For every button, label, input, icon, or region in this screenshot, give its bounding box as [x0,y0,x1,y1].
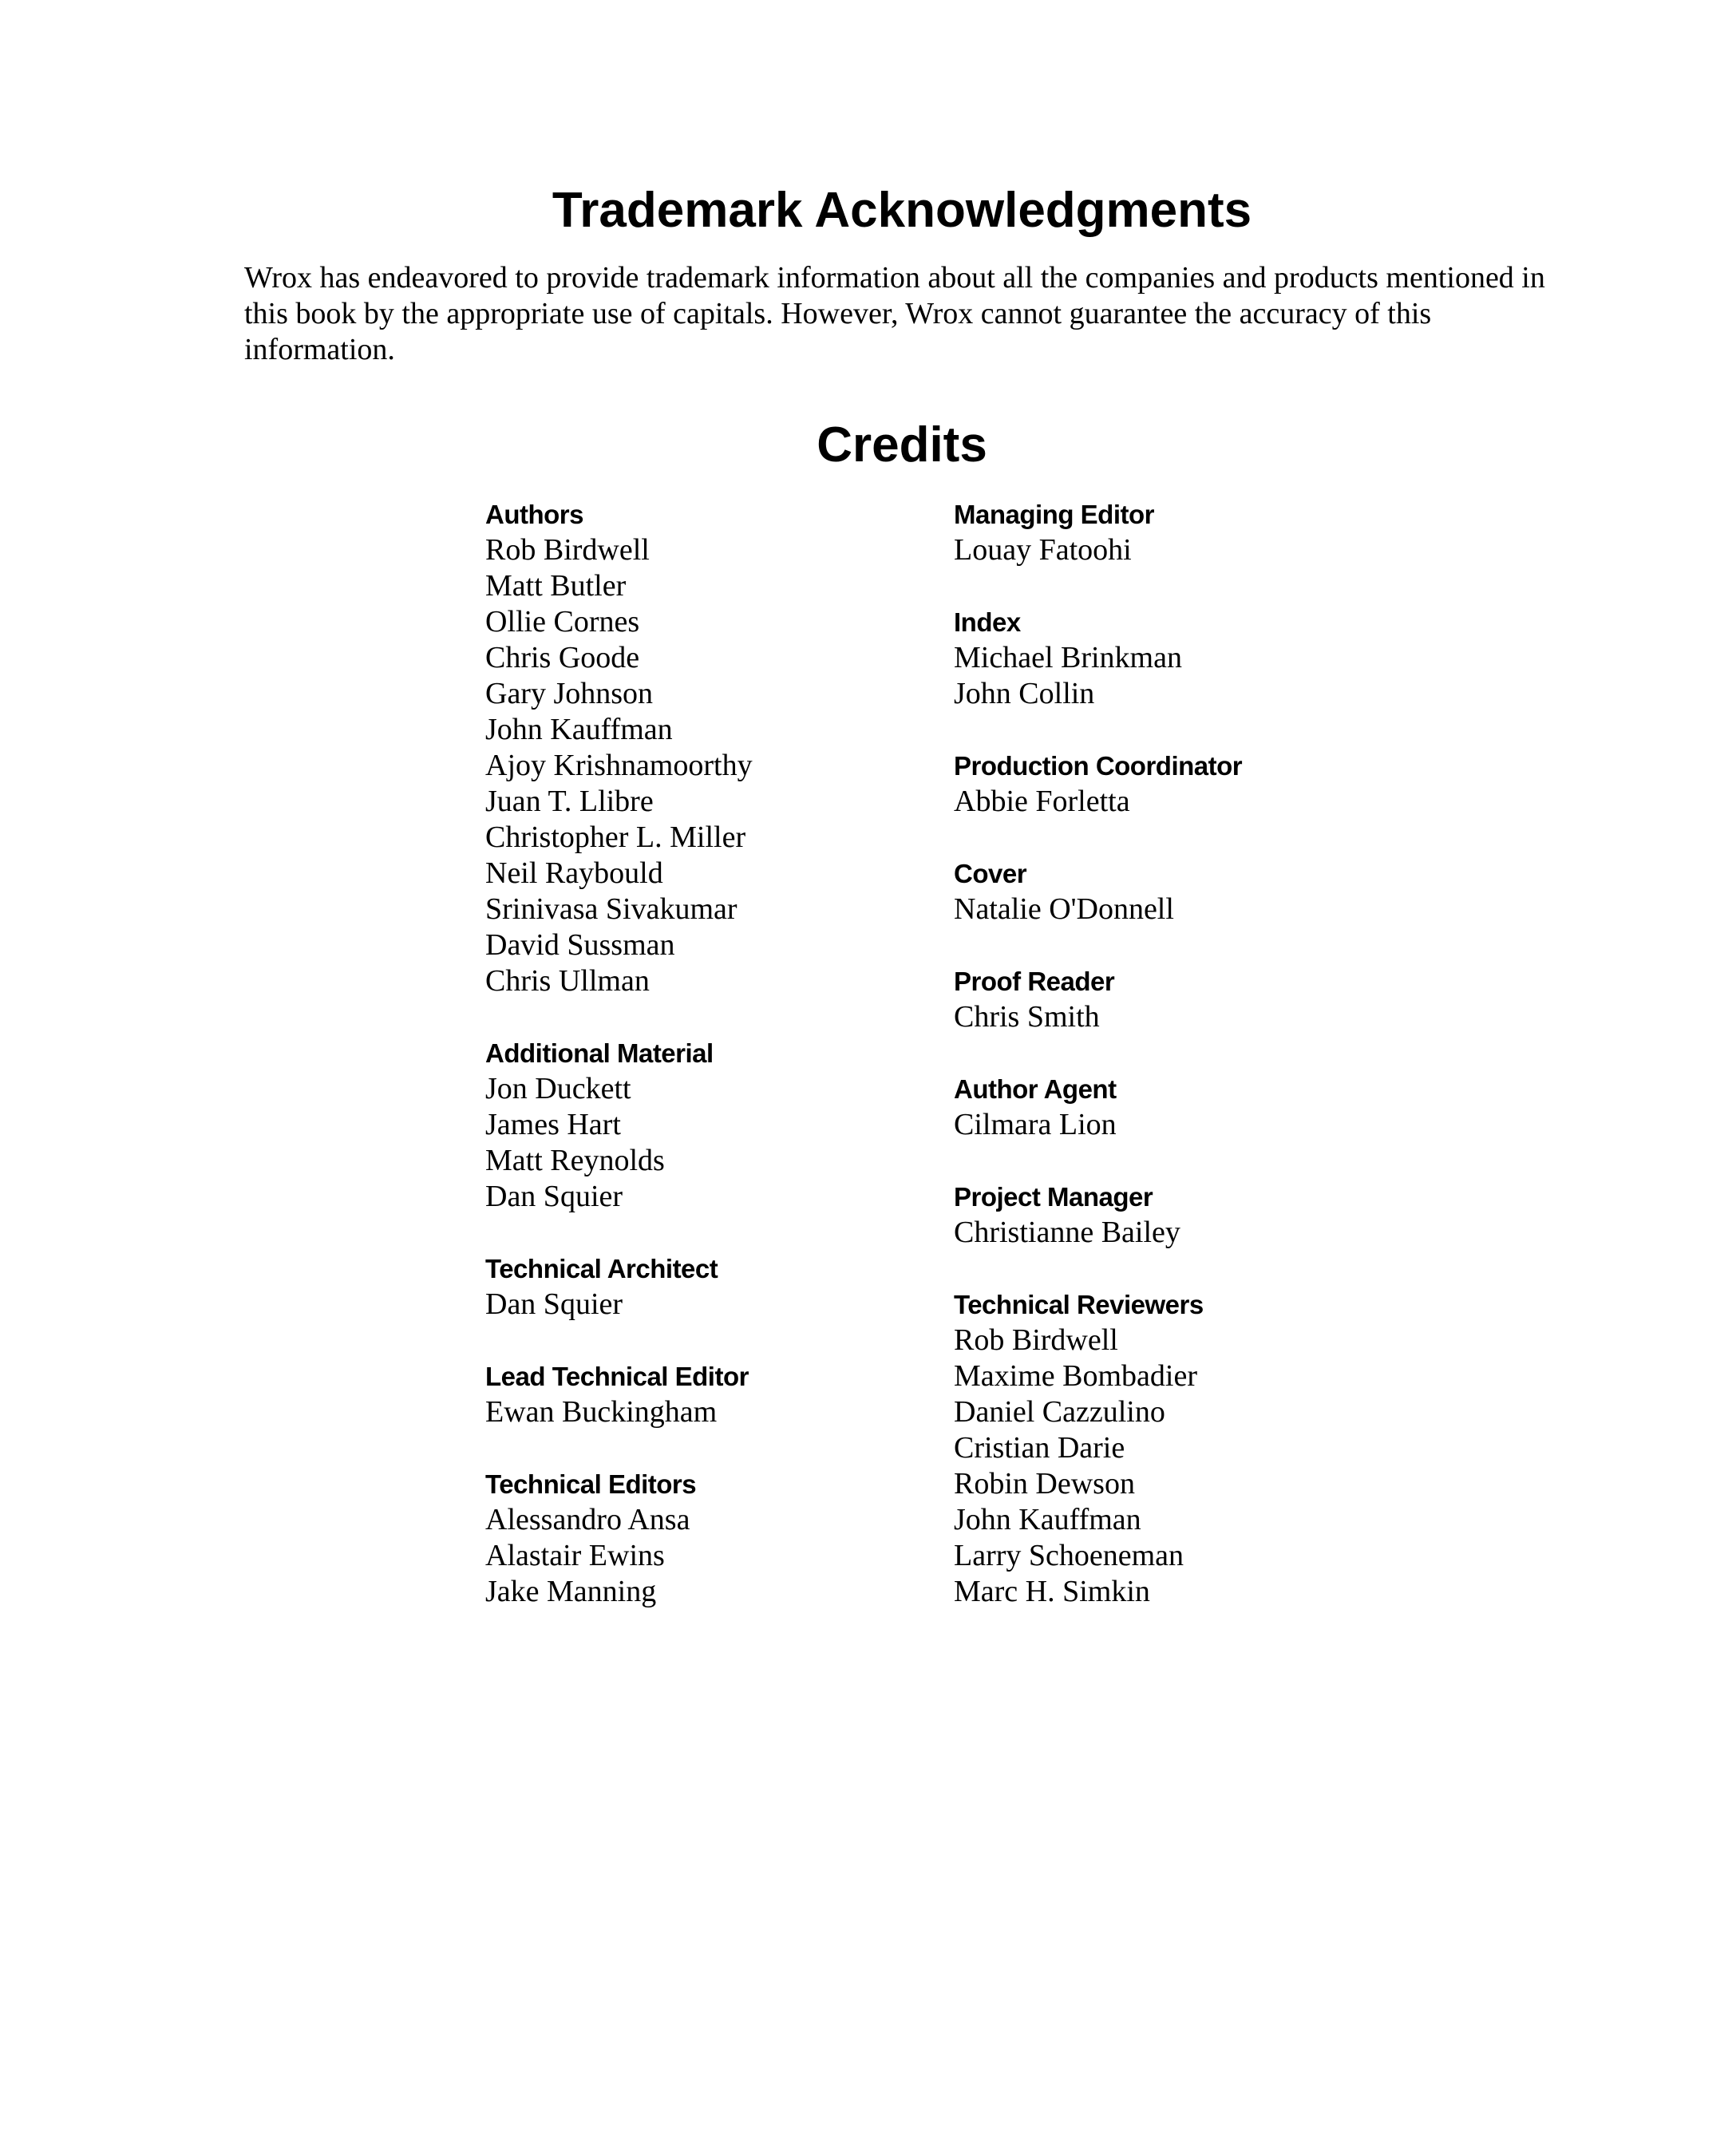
credit-name: Christianne Bailey [954,1216,1180,1249]
credit-name: Chris Smith [954,1000,1100,1034]
credit-name: John Kauffman [954,1503,1141,1536]
credit-role-heading: Production Coordinator [954,751,1243,781]
credit-name: Chris Ullman [485,964,650,998]
credit-name: Natalie O'Donnell [954,892,1174,926]
credits-title: Credits [817,417,987,473]
credit-group [954,748,1401,820]
credit-name: James Hart [485,1108,621,1141]
credit-name: Ajoy Krishnamoorthy [485,749,753,782]
credit-role-heading: Managing Editor [954,500,1154,529]
credit-name: Matt Butler [485,569,627,603]
credit-name: Daniel Cazzulino [954,1395,1165,1429]
credit-name: Maxime Bombadier [954,1359,1197,1393]
credit-name: Dan Squier [485,1180,623,1213]
credit-role-heading: Technical Editors [485,1469,697,1499]
credit-name: Christopher L. Miller [485,820,746,854]
credit-name: Alessandro Ansa [485,1503,690,1536]
credit-name: Jon Duckett [485,1072,631,1105]
credit-group [954,1179,1401,1251]
credit-group [954,496,1401,568]
credit-group [954,1287,1401,1610]
credit-group [485,1035,932,1215]
credit-group [485,1466,932,1610]
credit-name: Louay Fatoohi [954,533,1132,567]
credit-name: Neil Raybould [485,856,663,890]
credit-role-heading: Additional Material [485,1038,714,1068]
credit-name: Rob Birdwell [954,1323,1118,1357]
credit-group [954,963,1401,1035]
credit-group [485,1358,932,1430]
credit-name: Rob Birdwell [485,533,650,567]
credits-left-column [485,496,932,1646]
credit-role-heading: Technical Reviewers [954,1290,1204,1319]
credit-name: Larry Schoeneman [954,1539,1184,1572]
credit-role-heading: Cover [954,859,1027,888]
credit-group [485,1251,932,1323]
credit-name: Cilmara Lion [954,1108,1117,1141]
credit-name: Ollie Cornes [485,605,640,639]
credit-name: Srinivasa Sivakumar [485,892,738,926]
credit-name: Dan Squier [485,1287,623,1321]
credit-group [954,1071,1401,1143]
credit-name: Marc H. Simkin [954,1575,1150,1608]
credit-name: Michael Brinkman [954,641,1182,674]
credit-name: Juan T. Llibre [485,785,654,818]
credit-role-heading: Authors [485,500,583,529]
credit-group [954,856,1401,927]
credit-role-heading: Proof Reader [954,967,1115,996]
credit-name: Chris Goode [485,641,640,674]
credit-group [485,496,932,999]
credit-role-heading: Lead Technical Editor [485,1362,749,1391]
credit-name: Cristian Darie [954,1431,1125,1465]
credit-name: Ewan Buckingham [485,1395,718,1429]
credit-name: Abbie Forletta [954,785,1130,818]
credit-role-heading: Author Agent [954,1074,1117,1104]
credit-name: Jake Manning [485,1575,657,1608]
credit-role-heading: Technical Architect [485,1254,718,1283]
credit-name: Matt Reynolds [485,1144,665,1177]
credit-name: John Kauffman [485,713,673,746]
credit-role-heading: Project Manager [954,1182,1153,1212]
credit-name: John Collin [954,677,1095,710]
credit-name: Robin Dewson [954,1467,1135,1501]
credits-right-column [954,496,1401,1646]
credit-name: Alastair Ewins [485,1539,665,1572]
credit-name: David Sussman [485,928,675,962]
trademark-title: Trademark Acknowledgments [552,183,1252,238]
credit-role-heading: Index [954,607,1021,637]
trademark-body: Wrox has endeavored to provide trademark information about all the companies and products mentioned in this book by the appropriate use of capitals. However, Wrox cannot guarantee the accuracy of this information. [244,261,1545,366]
credit-group [954,604,1401,712]
credit-name: Gary Johnson [485,677,654,710]
